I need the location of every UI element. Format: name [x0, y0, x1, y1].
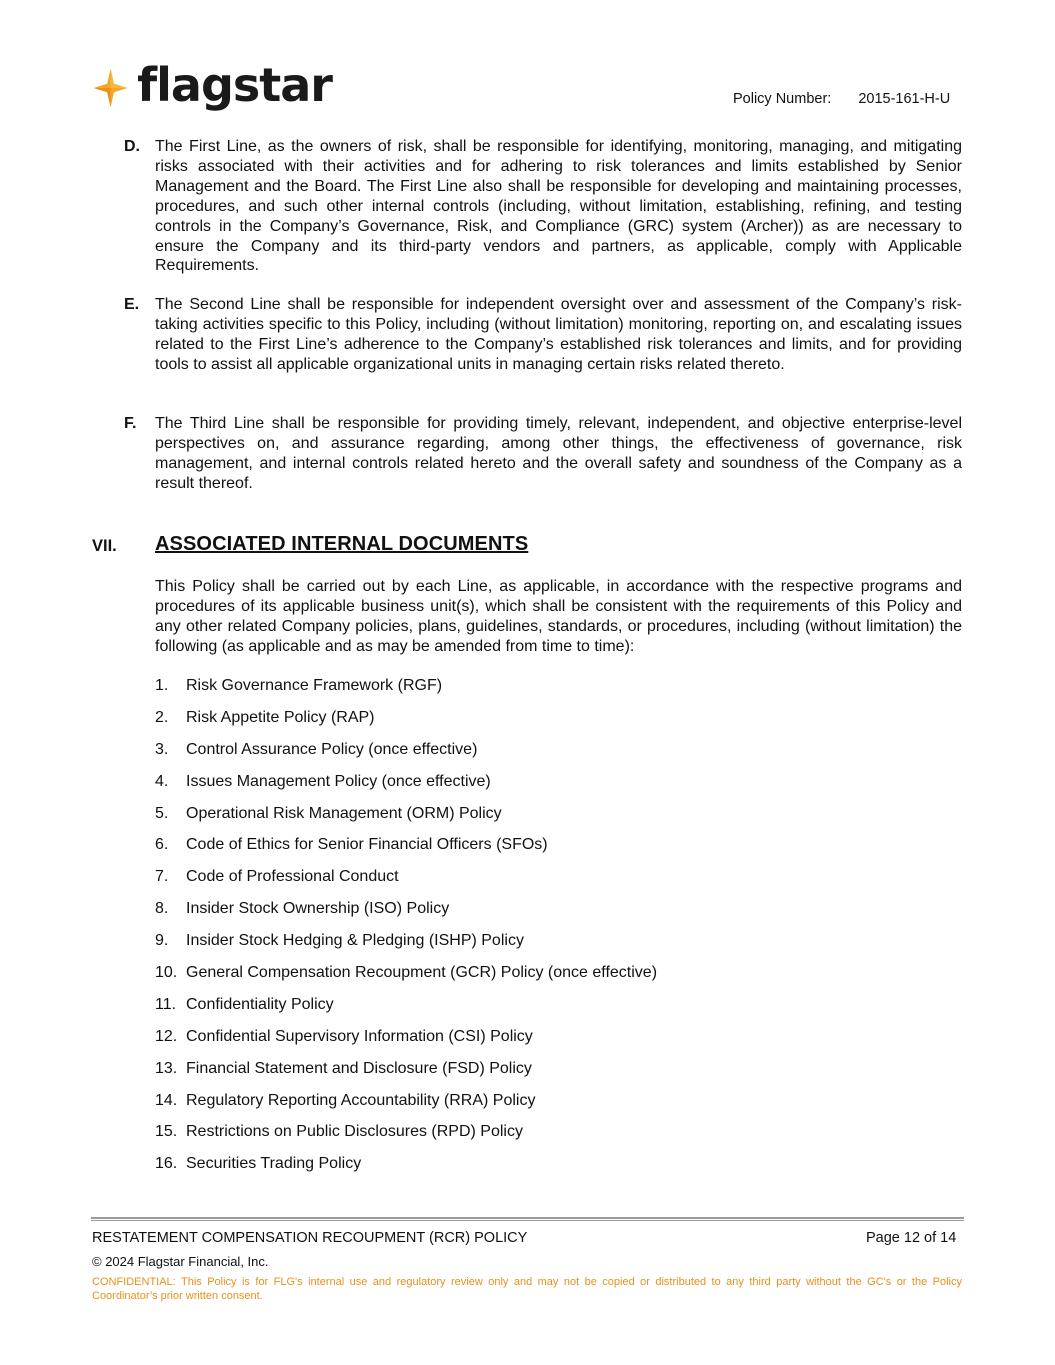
section-intro: This Policy shall be carried out by each Line, as applicable, in accordance with the respective programs and procedures of its applicable business unit(s), which shall be consistent with the requirements of this Policy and any other related Company policies, plans, guidelines, standards, or procedures, including (without limitation) the following (as applicable and as may be amended from time to time): — [155, 578, 962, 655]
section-title: ASSOCIATED INTERNAL DOCUMENTS — [155, 533, 529, 555]
list-item: 4. Issues Management Policy (once effective) — [155, 772, 491, 790]
flagstar-star-icon — [92, 63, 129, 113]
footer-confidential-notice: CONFIDENTIAL: This Policy is for FLG's internal use and regulatory review only and may not be copied or distributed to any third party without the GC's or the Policy Coordinator’s prior written consent. — [92, 1276, 962, 1302]
associated-documents-list — [155, 676, 657, 1186]
paragraph-letter-f: F. — [124, 415, 137, 432]
list-item: 5. Operational Risk Management (ORM) Policy — [155, 804, 502, 822]
logo-wordmark: flagstar — [137, 58, 332, 112]
list-item: 11. Confidentiality Policy — [155, 995, 334, 1013]
list-item: 1. Risk Governance Framework (RGF) — [155, 677, 443, 694]
list-item: 6. Code of Ethics for Senior Financial Officers (SFOs) — [155, 836, 548, 854]
footer-divider — [91, 1217, 964, 1221]
paragraph-d-text: The First Line, as the owners of risk, shall be responsible for identifying, monitoring, managing, and mitigating risks associated with their activities and for adhering to risk tolerances and limits established by Senior Management and the Board. The First Line also shall be responsible for developing and maintaining processes, procedures, and such other internal controls (including, without limitation, establishing, refining, and testing controls in the Company’s Governance, Risk, and Compliance (GRC) system (Archer)) as are necessary to ensure the Company and its third-party vendors and partners, as applicable, comply with Applicable Requirements. — [155, 138, 962, 275]
list-item: 3. Control Assurance Policy (once effective) — [155, 740, 478, 758]
footer-copyright: © 2024 Flagstar Financial, Inc. — [92, 1254, 269, 1269]
list-item: 10. General Compensation Recoupment (GCR) Policy (once effective) — [155, 964, 658, 982]
list-item: 13. Financial Statement and Disclosure (FSD) Policy — [155, 1059, 532, 1077]
list-item: 14. Regulatory Reporting Accountability (RRA) Policy — [155, 1091, 536, 1109]
section-number: VII. — [92, 537, 117, 555]
footer-policy-title: RESTATEMENT COMPENSATION RECOUPMENT (RCR) POLICY — [92, 1230, 528, 1246]
list-item: 16. Securities Trading Policy — [155, 1155, 362, 1173]
paragraph-f-text: The Third Line shall be responsible for providing timely, relevant, independent, and objective enterprise-level perspectives on, and assurance regarding, among other things, the effectiveness of governance, risk management, and internal controls related hereto and the overall safety and soundness of the Company as a result thereof. — [155, 415, 962, 492]
policy-number-value: 2015-161-H-U — [858, 91, 951, 107]
policy-number — [733, 91, 950, 107]
list-item: 15. Restrictions on Public Disclosures (RPD) Policy — [155, 1123, 523, 1141]
list-item: 8. Insider Stock Ownership (ISO) Policy — [155, 900, 450, 918]
flagstar-logo — [92, 58, 332, 118]
list-item: 9. Insider Stock Hedging & Pledging (ISHP) Policy — [155, 932, 524, 950]
paragraph-e-text: The Second Line shall be responsible for independent oversight over and assessment of the Company’s risk-taking activities specific to this Policy, including (without limitation) monitoring, reporting on, and escalating issues related to the First Line’s adherence to the Company’s established risk tolerances and limits, and for providing tools to assist all applicable organizational units in managing certain risks related thereto. — [155, 296, 962, 373]
list-item: 2. Risk Appetite Policy (RAP) — [155, 708, 375, 726]
footer-page-number: Page 12 of 14 — [866, 1230, 957, 1246]
paragraph-letter-d: D. — [124, 138, 140, 155]
list-item: 12. Confidential Supervisory Information (CSI) Policy — [155, 1027, 533, 1045]
list-item: 7. Code of Professional Conduct — [155, 868, 399, 886]
policy-number-label: Policy Number: — [733, 91, 832, 107]
paragraph-letter-e: E. — [124, 296, 140, 313]
